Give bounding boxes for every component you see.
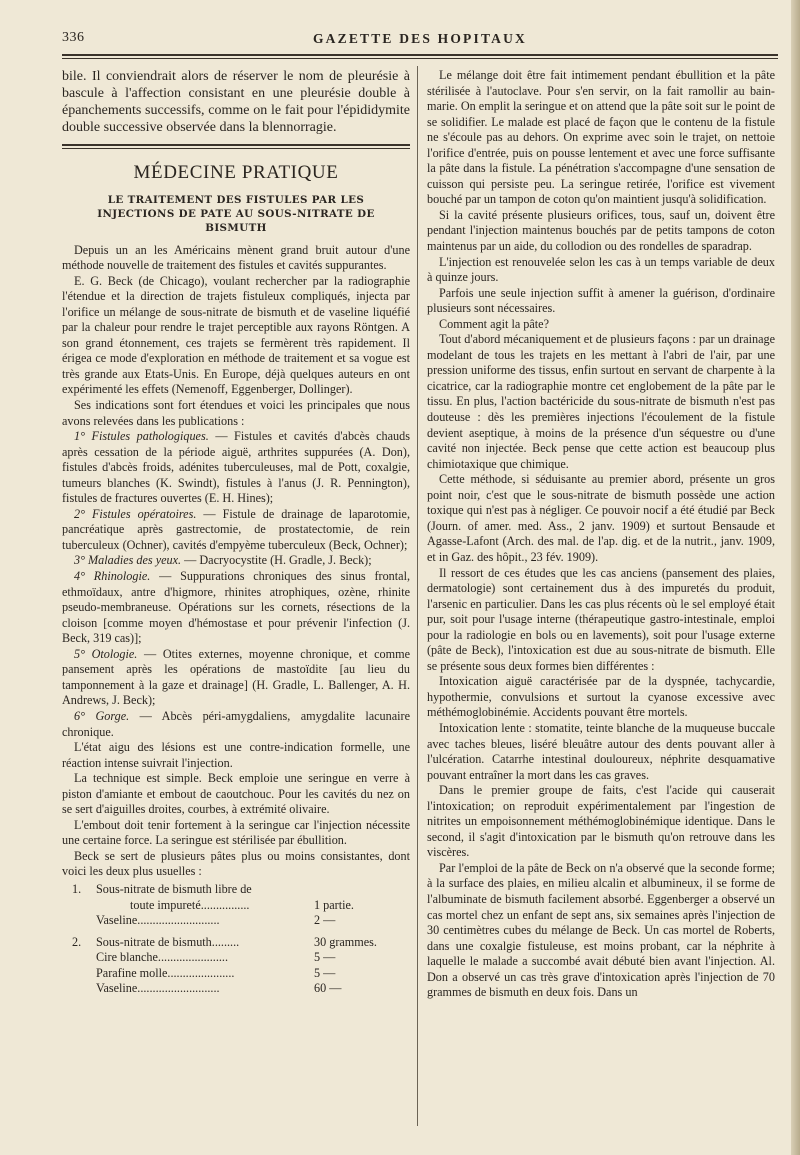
paragraph: Beck se sert de plusieurs pâtes plus ou moins consistantes, dont voici les deux plus usuelles : (62, 848, 410, 879)
recipe-number: 1. (72, 881, 82, 896)
indication-item (62, 647, 410, 709)
recipe-ingredient: Vaseline........................... (96, 913, 220, 928)
paragraph: E. G. Beck (de Chicago), voulant rechercher par la radiographie l'étendue et la direction de trajets fistuleux compliqués, injecta par l'orifice un mélange de sous-nitrate de bismuth et de vaseline liquéfié par la chaleur pour rendre le trajet perceptible aux rayons Röntgen. A son grand étonnement, ces trajets se fermèrent très rapidement. Il érigea ce mode d'exploration en méthode de traitement et sa vogue est très grande aux Etats-Unis. En Europe, déjà quelques auteurs en ont expérimenté les effets (Nemenoff, Eggenberger, Dollinger). (62, 273, 410, 397)
article-title: LE TRAITEMENT DES FISTULES PAR LES INJECTIONS DE PATE AU SOUS-NITRATE DE BISMUTH (97, 193, 375, 234)
page-number: 336 (62, 30, 85, 45)
header-rule (62, 54, 778, 56)
recipe-quantity: 60 — (314, 981, 342, 996)
indication-item (62, 553, 410, 569)
indication-item (62, 507, 410, 554)
paragraph: Par l'emploi de la pâte de Beck on n'a observé que la seconde forme; à la surface des plaies, en milieu alcalin et albumineux, il se forme de l'albuminate de bismuth facilement absorbé. Eggenberger a observé un cas mortel chez un enfant de sept ans, six semaines après l'injection de 30 centimètres cubes du mélange de Beck. Un cas mortel de Roberts, dans une coxalgie fistuleuse, est moins probant, car la néphrite à laquelle le malade a succombé avait débuté bien avant l'injection. Al. Don a observé un cas très grave d'intoxication après l'injection de 70 grammes de bismuth en deux fois. Dans un (427, 860, 775, 1000)
recipe-ingredient: Vaseline........................... (96, 981, 220, 996)
recipe-quantity: 5 — (314, 965, 336, 980)
right-column (427, 68, 775, 1001)
indication-text: — Otites externes, moyenne chronique, et comme pansement après les opérations de mastoïdite [au lieu du tamponnement à la gaze et drainage] (H. Gradle, L. Ballenger, A. H. Andrews, J. Beck); (62, 646, 410, 708)
paragraph: Depuis un an les Américains mènent grand bruit autour d'une méthode nouvelle de traitement des fistules et cavités suppurantes. (62, 242, 410, 273)
page-header (62, 30, 778, 52)
journal-title: GAZETTE DES HOPITAUX (312, 31, 528, 46)
paragraph: Tout d'abord mécaniquement et de plusieurs façons : par un drainage modelant de tous les trajets en les mettant à l'abri de l'air, par une pression uniforme des tissus, enfin surtout en servant de charpente à la cicatrice, car la radiographie montre cet englobement de la pâte par le tissu. En plus, l'action bactéricide du sous-nitrate de bismuth n'est pas douteuse : dès les premières injections l'écoulement de la fistule devient aseptique, à moins de la présence d'un séquestre ou d'une cavité non injectée. Beck pense que cette action est beaucoup plus chimiotaxique que chimique. (427, 332, 775, 471)
indication-heading: 6° Gorge. (74, 708, 130, 723)
recipe-row (62, 882, 410, 898)
recipe-row (62, 966, 410, 982)
recipe-quantity: 2 — (314, 913, 336, 928)
indication-heading: 2° Fistules opératoires. (74, 506, 197, 521)
indication-text: — Fistule de drainage de laparotomie, pancréatique après gastrectomie, de prostatectomie, de rein tuberculeux (Ochner), cavités d'empyème tuberculeux (Beck, Ochner); (62, 506, 410, 552)
paragraph: Intoxication aiguë caractérisée par de la dyspnée, tachycardie, hypothermie, convulsions et surtout la cyanose excessive avec méthémoglobinémie. Accidents pouvant être mortels. (427, 674, 775, 720)
indication-heading: 5° Otologie. (74, 646, 138, 661)
indication-text: — Fistules et cavités d'abcès chauds après cessation de la période aiguë, arthrites suppurées (A. Don), fistules d'abcès froids, adénites tuberculeuses, mal de Pott, coxalgie, tumeurs blanches (K. Swindt), fistules à l'anus (J. R. Pennington), fistules de fractures ouvertes (E. H. Hines); (62, 429, 410, 506)
recipe-row (62, 935, 410, 951)
paragraph: Ses indications sont fort étendues et voici les principales que nous avons relevées dans les publications : (62, 398, 410, 428)
recipe-quantity: 1 partie. (314, 897, 354, 912)
indication-heading: 4° Rhinologie. (74, 569, 151, 584)
indication-text: — Abcès péri-amygdaliens, amygdalite lacunaire chronique. (62, 708, 410, 739)
section-rule (62, 144, 410, 146)
recipe-quantity: 5 — (314, 950, 336, 965)
recipe-ingredient: Sous-nitrate de bismuth......... (96, 934, 240, 949)
column-divider (417, 66, 418, 1126)
paragraph: Dans le premier groupe de faits, c'est l'acide qui causerait l'intoxication; on reproduit expérimentalement par l'ingestion de nitrites un empoisonnement méthémoglobinémique identique. Dans le second, il s'agit d'intoxication par le bismuth qu'on retrouve dans les viscères. (427, 783, 775, 860)
indication-heading: 1° Fistules pathologiques. (74, 429, 209, 444)
indication-item (62, 569, 410, 647)
indication-text: — Suppurations chroniques des sinus frontal, ethmoïdaux, antre d'higmore, rhinites atrophiques, ozène, rhinite pseudo-membraneuse. Opérations sur les cornets, résections de la cloison [comme moyen d'hémostase et pour prévenir l'infection (J. Beck, 319 cas)]; (62, 569, 410, 646)
page-edge (791, 0, 800, 1155)
paragraph: L'embout doit tenir fortement à la seringue car l'injection nécessite une certaine force. La seringue est stérilisée par ébullition. (62, 817, 410, 848)
indication-item (62, 429, 410, 507)
paragraph: Si la cavité présente plusieurs orifices, tous, sauf un, doivent être pendant l'injection maintenus bouchés par de petits tampons de coton maintenus par un aide, du collodion ou des rondelles de sparadrap. (427, 207, 775, 254)
recipe-ingredient: Cire blanche....................... (96, 950, 229, 965)
header-rule-thin (62, 58, 778, 59)
recipe-ingredient: Sous-nitrate de bismuth libre de (96, 881, 252, 896)
paragraph: L'injection est renouvelée selon les cas à un temps variable de deux à quinze jours. (427, 254, 775, 285)
paragraph: Cette méthode, si séduisante au premier abord, présente un gros point noir, c'est que le sous-nitrate de bismuth possède une action toxique qui n'est pas à négliger. Ce pouvoir nocif a été étudié par Beck (Journ. of amer. med. Ass., 2 janv. 1909) et surtout Bensaude et Agasse-Lafont (Arch. des mal. de l'ap. dig. et de la nutrit., janv. 1909, et in Gaz. des hôpit., 23 fév. 1909). (427, 472, 775, 564)
recipe-ingredient: Parafine molle...................... (96, 965, 235, 980)
left-column (62, 68, 410, 997)
recipe-row (62, 913, 410, 929)
paragraph: Intoxication lente : stomatite, teinte blanche de la muqueuse buccale avec taches bleues, liséré bleuâtre autour des dents pouvant aller à l'ulcération. Catarrhe intestinal douloureux, néphrite desquamative pouvant entraîner la mort dans les cas graves. (427, 720, 775, 782)
indication-text: — Dacryocystite (H. Gradle, J. Beck); (181, 553, 372, 568)
recipe-number: 2. (72, 934, 82, 949)
recipe-quantity: 30 grammes. (314, 934, 377, 949)
paragraph: Il ressort de ces études que les cas anciens (pansement des plaies, dermatologie) sont certainement dus à des impuretés du produit, l'arsenic en particulier. Dans les cas plus récents où le sel employé était pur, soit pour l'usage interne (thérapeutique gastro-intestinale, emploi pour la radiologie en bols ou en lavements), soit pour l'usage externe (pâte de Beck), l'intoxication est due au sous-nitrate de bismuth. Elle se présente sous deux formes bien différentes : (427, 565, 775, 673)
intro-paragraph: bile. Il conviendrait alors de réserver le nom de pleurésie à bascule à l'affection consistant en une pleurésie double à épanchements successifs, comme on le fait pour l'épididymite double successive observée dans la blennorragie. (62, 69, 410, 135)
section-rule-thin (62, 148, 410, 149)
paragraph: Le mélange doit être fait intimement pendant ébullition et la pâte stérilisée à l'autoclave. Pour s'en servir, on la fait ramollir au bain-marie. On emplit la seringue et on attend que la pâte soit sur le point de se solidifier. Le malade est placé de façon que le contenu de la fistule ne s'écoule pas au dehors. On exprime avec soin le trajet, on nettoie l'orifice d'entrée, puis on pousse lentement et avec une force suffisante la pâte dans la fistule. La pénétration s'accompagne d'une sensation de cuisson qui persiste peu. La seringue retirée, l'orifice est vivement bouché par un tampon de coton qu'on maintient jusqu'à solidification. (427, 68, 775, 207)
paragraph: L'état aigu des lésions est une contre-indication formelle, une réaction intense suivrait l'injection. (62, 740, 410, 770)
indication-item (62, 709, 410, 740)
paragraph: Parfois une seule injection suffit à amener la guérison, d'ordinaire plusieurs sont nécessaires. (427, 285, 775, 316)
paragraph: La technique est simple. Beck emploie une seringue en verre à piston d'amiante et embout de caoutchouc. Pour les cavités du nez on se sert d'aiguilles droites, courbes, à extrémité olivaire. (62, 771, 410, 817)
recipe-row (62, 981, 410, 997)
recipe-row (62, 898, 410, 914)
section-title: MÉDECINE PRATIQUE (133, 162, 339, 183)
indication-heading: 3° Maladies des yeux. (74, 553, 182, 568)
recipe-row (62, 950, 410, 966)
recipe-ingredient: toute impureté................ (130, 897, 250, 912)
recipe-list (62, 882, 410, 997)
paragraph: Comment agit la pâte? (439, 316, 549, 331)
